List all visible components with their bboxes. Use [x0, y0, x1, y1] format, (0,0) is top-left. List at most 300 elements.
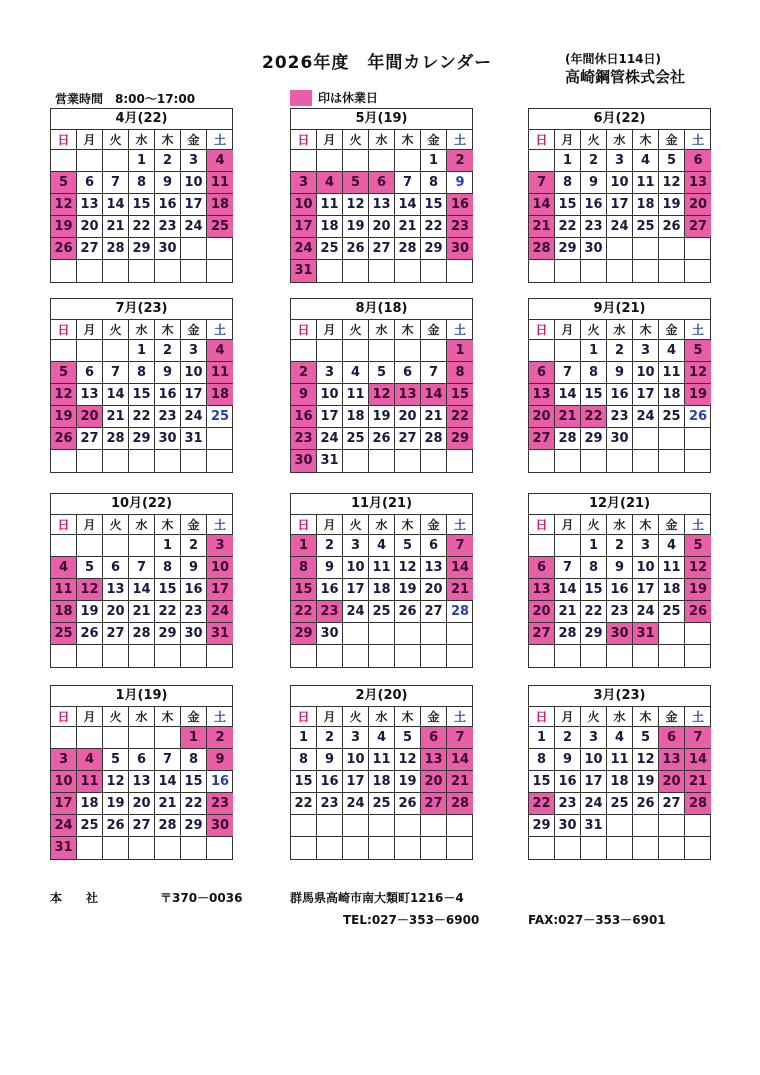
day-cell: 29: [421, 238, 447, 260]
day-cell: 3: [207, 535, 233, 557]
month-title: 6月(22): [529, 109, 710, 130]
empty-cell: [395, 450, 421, 472]
fax: FAX:027－353－6901: [528, 913, 666, 927]
day-cell: 12: [369, 384, 395, 406]
day-cell: 27: [659, 793, 685, 815]
empty-cell: [633, 815, 659, 837]
day-cell: 2: [181, 535, 207, 557]
day-cell: 25: [659, 601, 685, 623]
day-cell: 4: [317, 172, 343, 194]
month-calendar: [50, 685, 233, 860]
day-cell: 18: [607, 771, 633, 793]
day-cell: 26: [659, 216, 685, 238]
empty-cell: [421, 623, 447, 645]
day-cell: 29: [555, 238, 581, 260]
day-cell: 24: [181, 406, 207, 428]
empty-cell: [291, 645, 317, 667]
day-cell: 12: [343, 194, 369, 216]
day-cell: 20: [77, 216, 103, 238]
weekday-header: 日: [51, 130, 77, 150]
company-name: 高崎鋼管株式会社: [565, 68, 686, 86]
empty-cell: [607, 450, 633, 472]
day-cell: 17: [633, 579, 659, 601]
weekday-header: 水: [129, 130, 155, 150]
empty-cell: [685, 238, 711, 260]
day-cell: 13: [421, 749, 447, 771]
day-cell: 14: [103, 384, 129, 406]
month-calendar: [528, 108, 711, 283]
empty-cell: [447, 450, 473, 472]
empty-cell: [369, 150, 395, 172]
day-cell: 31: [581, 815, 607, 837]
day-cell: 11: [207, 362, 233, 384]
day-cell: 29: [129, 238, 155, 260]
day-cell: 13: [421, 557, 447, 579]
day-cell: 17: [181, 384, 207, 406]
day-cell: 1: [421, 150, 447, 172]
day-cell: 17: [51, 793, 77, 815]
day-cell: 10: [343, 557, 369, 579]
weekday-header: 水: [369, 515, 395, 535]
empty-cell: [395, 340, 421, 362]
day-cell: 25: [369, 793, 395, 815]
weekday-header: 水: [607, 130, 633, 150]
day-cell: 26: [77, 623, 103, 645]
holiday-legend: [290, 89, 378, 106]
empty-cell: [633, 238, 659, 260]
empty-cell: [317, 260, 343, 282]
empty-cell: [369, 260, 395, 282]
day-cell: 7: [555, 557, 581, 579]
day-cell: 1: [581, 340, 607, 362]
day-cell: 16: [155, 194, 181, 216]
day-cell: 17: [207, 579, 233, 601]
empty-cell: [447, 623, 473, 645]
empty-cell: [685, 428, 711, 450]
empty-cell: [685, 645, 711, 667]
empty-cell: [155, 450, 181, 472]
day-cell: 9: [155, 362, 181, 384]
business-hours: 営業時間 8:00～17:00: [55, 92, 196, 106]
day-cell: 3: [633, 535, 659, 557]
month-title: 8月(18): [291, 299, 472, 320]
day-cell: 12: [395, 749, 421, 771]
day-cell: 4: [207, 340, 233, 362]
empty-cell: [607, 815, 633, 837]
day-cell: 2: [291, 362, 317, 384]
day-cell: 18: [659, 384, 685, 406]
day-cell: 7: [555, 362, 581, 384]
empty-cell: [581, 260, 607, 282]
weekday-header: 火: [103, 320, 129, 340]
day-cell: 21: [555, 406, 581, 428]
weekday-header: 火: [581, 707, 607, 727]
legend-label: 印は休業日: [318, 91, 379, 105]
empty-cell: [129, 645, 155, 667]
day-cell: 10: [317, 384, 343, 406]
day-cell: 27: [421, 601, 447, 623]
empty-cell: [291, 837, 317, 859]
day-cell: 18: [343, 406, 369, 428]
day-cell: 6: [659, 727, 685, 749]
day-cell: 20: [103, 601, 129, 623]
day-cell: 12: [51, 384, 77, 406]
empty-cell: [51, 340, 77, 362]
empty-cell: [51, 645, 77, 667]
month-calendar: [528, 493, 711, 668]
day-cell: 16: [181, 579, 207, 601]
empty-cell: [181, 238, 207, 260]
weekday-header: 木: [633, 130, 659, 150]
day-cell: 5: [395, 535, 421, 557]
day-cell: 10: [343, 749, 369, 771]
day-cell: 8: [291, 749, 317, 771]
day-cell: 10: [51, 771, 77, 793]
day-cell: 11: [77, 771, 103, 793]
weekday-header: 月: [317, 515, 343, 535]
weekday-header: 日: [291, 515, 317, 535]
day-cell: 20: [421, 579, 447, 601]
empty-cell: [369, 340, 395, 362]
empty-cell: [77, 727, 103, 749]
empty-cell: [343, 150, 369, 172]
empty-cell: [447, 815, 473, 837]
day-cell: 5: [369, 362, 395, 384]
day-cell: 24: [207, 601, 233, 623]
weekday-header: 土: [207, 707, 233, 727]
day-cell: 1: [155, 535, 181, 557]
day-cell: 5: [103, 749, 129, 771]
empty-cell: [51, 535, 77, 557]
day-cell: 7: [685, 727, 711, 749]
day-cell: 8: [447, 362, 473, 384]
day-cell: 2: [155, 150, 181, 172]
day-cell: 7: [529, 172, 555, 194]
day-cell: 24: [633, 406, 659, 428]
day-cell: 9: [207, 749, 233, 771]
empty-cell: [77, 837, 103, 859]
day-cell: 10: [181, 362, 207, 384]
weekday-header: 木: [155, 130, 181, 150]
day-cell: 14: [155, 771, 181, 793]
day-cell: 22: [181, 793, 207, 815]
empty-cell: [317, 340, 343, 362]
empty-cell: [343, 623, 369, 645]
weekday-header: 土: [447, 130, 473, 150]
day-cell: 24: [181, 216, 207, 238]
empty-cell: [103, 150, 129, 172]
day-cell: 18: [659, 579, 685, 601]
day-cell: 28: [421, 428, 447, 450]
day-cell: 9: [317, 749, 343, 771]
weekday-header: 金: [421, 320, 447, 340]
empty-cell: [659, 837, 685, 859]
weekday-header: 水: [607, 515, 633, 535]
day-cell: 28: [447, 601, 473, 623]
day-cell: 21: [555, 601, 581, 623]
day-cell: 3: [633, 340, 659, 362]
day-cell: 2: [207, 727, 233, 749]
empty-cell: [181, 450, 207, 472]
day-cell: 19: [395, 771, 421, 793]
day-cell: 24: [343, 793, 369, 815]
empty-cell: [369, 815, 395, 837]
empty-cell: [155, 260, 181, 282]
day-cell: 16: [447, 194, 473, 216]
day-cell: 6: [685, 150, 711, 172]
day-cell: 27: [129, 815, 155, 837]
day-cell: 28: [555, 623, 581, 645]
day-cell: 14: [421, 384, 447, 406]
day-cell: 9: [291, 384, 317, 406]
day-cell: 7: [155, 749, 181, 771]
weekday-header: 火: [581, 130, 607, 150]
day-cell: 5: [77, 557, 103, 579]
day-cell: 8: [581, 557, 607, 579]
day-cell: 26: [633, 793, 659, 815]
month-calendar: [50, 108, 233, 283]
day-cell: 5: [659, 150, 685, 172]
weekday-header: 土: [447, 515, 473, 535]
day-cell: 13: [685, 172, 711, 194]
empty-cell: [659, 645, 685, 667]
day-cell: 11: [659, 362, 685, 384]
weekday-header: 金: [659, 707, 685, 727]
month-calendar: [528, 685, 711, 860]
weekday-header: 金: [181, 320, 207, 340]
weekday-header: 月: [317, 320, 343, 340]
empty-cell: [343, 815, 369, 837]
empty-cell: [555, 450, 581, 472]
day-cell: 7: [395, 172, 421, 194]
empty-cell: [207, 837, 233, 859]
day-cell: 19: [369, 406, 395, 428]
day-cell: 14: [529, 194, 555, 216]
day-cell: 10: [633, 557, 659, 579]
day-cell: 27: [369, 238, 395, 260]
day-cell: 3: [343, 535, 369, 557]
empty-cell: [369, 450, 395, 472]
empty-cell: [659, 450, 685, 472]
day-cell: 13: [529, 579, 555, 601]
weekday-header: 月: [317, 707, 343, 727]
day-cell: 6: [129, 749, 155, 771]
day-cell: 12: [395, 557, 421, 579]
day-cell: 14: [555, 579, 581, 601]
day-cell: 11: [343, 384, 369, 406]
day-cell: 26: [395, 793, 421, 815]
day-cell: 1: [291, 535, 317, 557]
empty-cell: [633, 837, 659, 859]
day-cell: 21: [129, 601, 155, 623]
weekday-header: 月: [77, 320, 103, 340]
day-cell: 22: [447, 406, 473, 428]
day-cell: 12: [103, 771, 129, 793]
day-cell: 30: [317, 623, 343, 645]
empty-cell: [659, 815, 685, 837]
day-cell: 31: [181, 428, 207, 450]
day-cell: 17: [291, 216, 317, 238]
empty-cell: [555, 535, 581, 557]
weekday-header: 土: [207, 130, 233, 150]
day-cell: 14: [685, 749, 711, 771]
month-calendar: [290, 298, 473, 473]
day-cell: 10: [291, 194, 317, 216]
day-cell: 6: [529, 362, 555, 384]
day-cell: 21: [447, 579, 473, 601]
day-cell: 4: [659, 340, 685, 362]
day-cell: 5: [633, 727, 659, 749]
day-cell: 23: [181, 601, 207, 623]
day-cell: 29: [447, 428, 473, 450]
day-cell: 10: [581, 749, 607, 771]
day-cell: 21: [395, 216, 421, 238]
day-cell: 29: [181, 815, 207, 837]
empty-cell: [181, 645, 207, 667]
day-cell: 19: [77, 601, 103, 623]
day-cell: 29: [155, 623, 181, 645]
day-cell: 22: [291, 793, 317, 815]
weekday-header: 月: [77, 130, 103, 150]
month-title: 9月(21): [529, 299, 710, 320]
day-cell: 4: [51, 557, 77, 579]
day-cell: 20: [529, 601, 555, 623]
day-cell: 5: [343, 172, 369, 194]
empty-cell: [395, 150, 421, 172]
month-calendar: [290, 108, 473, 283]
weekday-header: 水: [607, 320, 633, 340]
day-cell: 26: [51, 238, 77, 260]
weekday-header: 木: [633, 320, 659, 340]
day-cell: 15: [581, 384, 607, 406]
day-cell: 7: [103, 172, 129, 194]
day-cell: 30: [291, 450, 317, 472]
empty-cell: [343, 837, 369, 859]
holiday-swatch-icon: [290, 90, 312, 106]
day-cell: 20: [659, 771, 685, 793]
day-cell: 17: [633, 384, 659, 406]
empty-cell: [607, 260, 633, 282]
day-cell: 8: [581, 362, 607, 384]
day-cell: 8: [529, 749, 555, 771]
day-cell: 3: [317, 362, 343, 384]
day-cell: 8: [291, 557, 317, 579]
weekday-header: 月: [77, 707, 103, 727]
weekday-header: 水: [129, 707, 155, 727]
day-cell: 23: [155, 216, 181, 238]
empty-cell: [129, 837, 155, 859]
day-cell: 7: [421, 362, 447, 384]
weekday-header: 土: [207, 515, 233, 535]
day-cell: 27: [103, 623, 129, 645]
weekday-header: 水: [369, 130, 395, 150]
weekday-header: 日: [529, 515, 555, 535]
day-cell: 14: [447, 557, 473, 579]
day-cell: 13: [129, 771, 155, 793]
day-cell: 15: [181, 771, 207, 793]
empty-cell: [317, 815, 343, 837]
day-cell: 16: [581, 194, 607, 216]
day-cell: 24: [633, 601, 659, 623]
empty-cell: [395, 623, 421, 645]
day-cell: 20: [129, 793, 155, 815]
head-office-label: 本 社: [50, 891, 99, 905]
day-cell: 14: [555, 384, 581, 406]
day-cell: 15: [581, 579, 607, 601]
empty-cell: [685, 623, 711, 645]
empty-cell: [207, 645, 233, 667]
day-cell: 15: [555, 194, 581, 216]
weekday-header: 木: [395, 515, 421, 535]
day-cell: 25: [77, 815, 103, 837]
month-title: 5月(19): [291, 109, 472, 130]
weekday-header: 日: [291, 320, 317, 340]
day-cell: 15: [291, 771, 317, 793]
month-title: 10月(22): [51, 494, 232, 515]
day-cell: 30: [581, 238, 607, 260]
empty-cell: [155, 645, 181, 667]
day-cell: 18: [369, 771, 395, 793]
day-cell: 10: [181, 172, 207, 194]
day-cell: 22: [291, 601, 317, 623]
day-cell: 11: [317, 194, 343, 216]
weekday-header: 日: [51, 320, 77, 340]
weekday-header: 土: [685, 515, 711, 535]
day-cell: 4: [369, 727, 395, 749]
day-cell: 23: [317, 601, 343, 623]
weekday-header: 日: [51, 707, 77, 727]
weekday-header: 木: [395, 707, 421, 727]
weekday-header: 火: [343, 130, 369, 150]
weekday-header: 金: [659, 320, 685, 340]
empty-cell: [607, 837, 633, 859]
month-calendar: [290, 493, 473, 668]
day-cell: 17: [343, 771, 369, 793]
empty-cell: [659, 428, 685, 450]
weekday-header: 月: [77, 515, 103, 535]
day-cell: 20: [369, 216, 395, 238]
day-cell: 2: [317, 727, 343, 749]
empty-cell: [421, 815, 447, 837]
day-cell: 11: [207, 172, 233, 194]
day-cell: 6: [103, 557, 129, 579]
day-cell: 16: [607, 579, 633, 601]
empty-cell: [207, 428, 233, 450]
empty-cell: [395, 260, 421, 282]
day-cell: 25: [607, 793, 633, 815]
day-cell: 23: [207, 793, 233, 815]
day-cell: 28: [447, 793, 473, 815]
day-cell: 9: [607, 557, 633, 579]
day-cell: 22: [581, 601, 607, 623]
empty-cell: [155, 837, 181, 859]
empty-cell: [343, 340, 369, 362]
day-cell: 7: [447, 535, 473, 557]
day-cell: 13: [103, 579, 129, 601]
day-cell: 25: [51, 623, 77, 645]
day-cell: 26: [369, 428, 395, 450]
empty-cell: [103, 727, 129, 749]
day-cell: 3: [51, 749, 77, 771]
day-cell: 18: [51, 601, 77, 623]
weekday-header: 月: [555, 515, 581, 535]
day-cell: 10: [207, 557, 233, 579]
day-cell: 25: [317, 238, 343, 260]
day-cell: 15: [421, 194, 447, 216]
day-cell: 7: [103, 362, 129, 384]
weekday-header: 日: [51, 515, 77, 535]
weekday-header: 金: [659, 130, 685, 150]
